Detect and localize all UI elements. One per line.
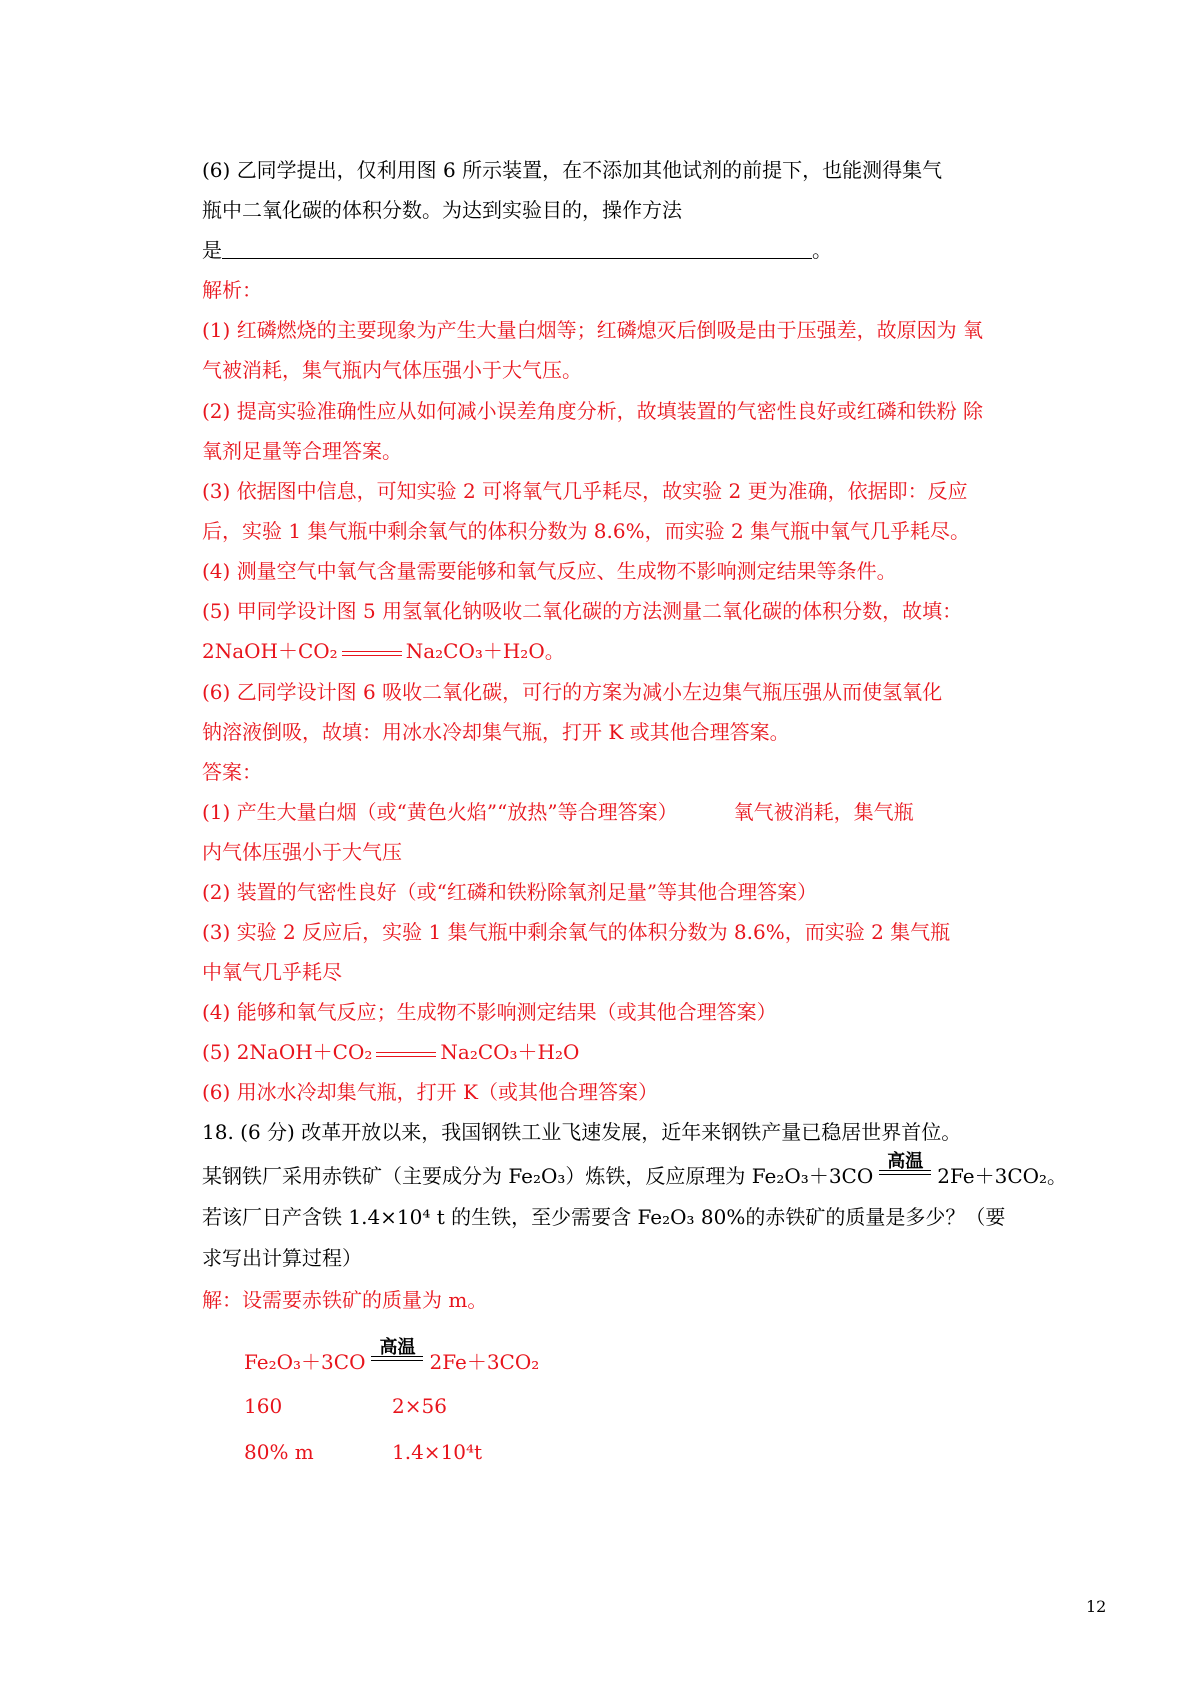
q18-line-1: 18. (6 分) 改革开放以来，我国钢铁工业飞速发展，近年来钢铁产量已稳居世界首位。 xyxy=(202,1120,962,1144)
q18-line-4: 求写出计算过程） xyxy=(202,1246,362,1270)
q6-line-3 xyxy=(202,236,832,264)
solution-line-1: 解：设需要赤铁矿的质量为 m。 xyxy=(202,1288,488,1312)
q6-line-1: (6) 乙同学提出，仅利用图 6 所示装置，在不添加其他试剂的前提下，也能测得集气 xyxy=(202,158,943,182)
analysis-3-line-1: (3) 依据图中信息，可知实验 2 可将氧气几乎耗尽，故实验 2 更为准确，依据即：反应 xyxy=(202,479,968,503)
answer-2: (2) 装置的气密性良好（或“红磷和铁粉除氧剂足量”等其他合理答案） xyxy=(202,880,818,904)
analysis-5-equation xyxy=(202,637,565,665)
answer-blank xyxy=(222,238,812,259)
analysis-2-line-1: (2) 提高实验准确性应从如何减小误差角度分析，故填装置的气密性良好或红磷和铁粉 除 xyxy=(202,399,984,423)
answer-1-part-b: 氧气被消耗，集气瓶 xyxy=(733,800,914,824)
analysis-5-reactants: 2NaOH＋CO₂ xyxy=(202,639,338,663)
solution-row-2-right: 1.4×10⁴t xyxy=(392,1440,483,1464)
q6-line-3-suffix: 。 xyxy=(812,238,832,262)
answer-1-part-a: (1) 产生大量白烟（或“黄色火焰”“放热”等合理答案） xyxy=(202,800,678,824)
answer-3-line-1: (3) 实验 2 反应后，实验 1 集气瓶中剩余氧气的体积分数为 8.6%，而实验 2 集气瓶 xyxy=(202,920,951,944)
answer-5-reactants: (5) 2NaOH＋CO₂ xyxy=(202,1040,373,1064)
analysis-4: (4) 测量空气中氧气含量需要能够和氧气反应、生成物不影响测定结果等条件。 xyxy=(202,559,897,583)
analysis-5-products: Na₂CO₃＋H₂O。 xyxy=(405,639,565,663)
q18-reaction-right: 2Fe＋3CO₂。 xyxy=(937,1164,1068,1188)
q18-line-3: 若该厂日产含铁 1.4×10⁴ t 的生铁，至少需要含 Fe₂O₃ 80%的赤铁矿的质量是多少？（要 xyxy=(202,1205,1006,1229)
analysis-2-line-2: 氧剂足量等合理答案。 xyxy=(202,439,402,463)
analysis-3-line-2: 后，实验 1 集气瓶中剩余氧气的体积分数为 8.6%，而实验 2 集气瓶中氧气几乎耗尽。 xyxy=(202,519,971,543)
solution-row-1-right: 2×56 xyxy=(392,1394,447,1418)
analysis-6-line-1: (6) 乙同学设计图 6 吸收二氧化碳，可行的方案为减小左边集气瓶压强从而使氢氧化 xyxy=(202,680,943,704)
solution-reactants: Fe₂O₃＋3CO xyxy=(244,1350,366,1374)
page-number: 12 xyxy=(1086,1597,1107,1616)
answer-5 xyxy=(202,1038,579,1066)
analysis-6-line-2: 钠溶液倒吸，故填：用冰水冷却集气瓶，打开 K 或其他合理答案。 xyxy=(202,720,790,744)
solution-row-1-left: 160 xyxy=(244,1394,283,1418)
answer-1-line-1 xyxy=(202,798,914,826)
equals-sign-icon xyxy=(376,1044,436,1064)
answer-1-line-2: 内气体压强小于大气压 xyxy=(202,840,402,864)
analysis-heading: 解析： xyxy=(202,278,262,302)
answer-4: (4) 能够和氧气反应；生成物不影响测定结果（或其他合理答案） xyxy=(202,1000,777,1024)
high-temperature-arrow-icon: 高温 xyxy=(877,1166,933,1190)
analysis-5-line-1: (5) 甲同学设计图 5 用氢氧化钠吸收二氧化碳的方法测量二氧化碳的体积分数，故填： xyxy=(202,599,963,623)
q18-reaction-left: 某钢铁厂采用赤铁矿（主要成分为 Fe₂O₃）炼铁，反应原理为 Fe₂O₃＋3CO xyxy=(202,1164,874,1188)
answers-heading: 答案： xyxy=(202,760,262,784)
q6-line-3-prefix: 是 xyxy=(202,238,222,262)
solution-products: 2Fe＋3CO₂ xyxy=(429,1350,540,1374)
equals-sign-icon xyxy=(342,643,402,663)
answer-6: (6) 用冰水冷却集气瓶，打开 K（或其他合理答案） xyxy=(202,1080,658,1104)
analysis-1-line-2: 气被消耗，集气瓶内气体压强小于大气压。 xyxy=(202,358,582,382)
answer-3-line-2: 中氧气几乎耗尽 xyxy=(202,960,342,984)
solution-equation xyxy=(244,1337,540,1376)
solution-row-2-left: 80% m xyxy=(244,1440,314,1464)
q6-line-2: 瓶中二氧化碳的体积分数。为达到实验目的，操作方法 xyxy=(202,198,682,222)
high-temperature-arrow-icon: 高温 xyxy=(369,1352,425,1376)
analysis-1-line-1: (1) 红磷燃烧的主要现象为产生大量白烟等；红磷熄灭后倒吸是由于压强差，故原因为 氧 xyxy=(202,318,984,342)
answer-5-products: Na₂CO₃＋H₂O xyxy=(440,1040,580,1064)
q18-line-2 xyxy=(202,1151,1068,1190)
